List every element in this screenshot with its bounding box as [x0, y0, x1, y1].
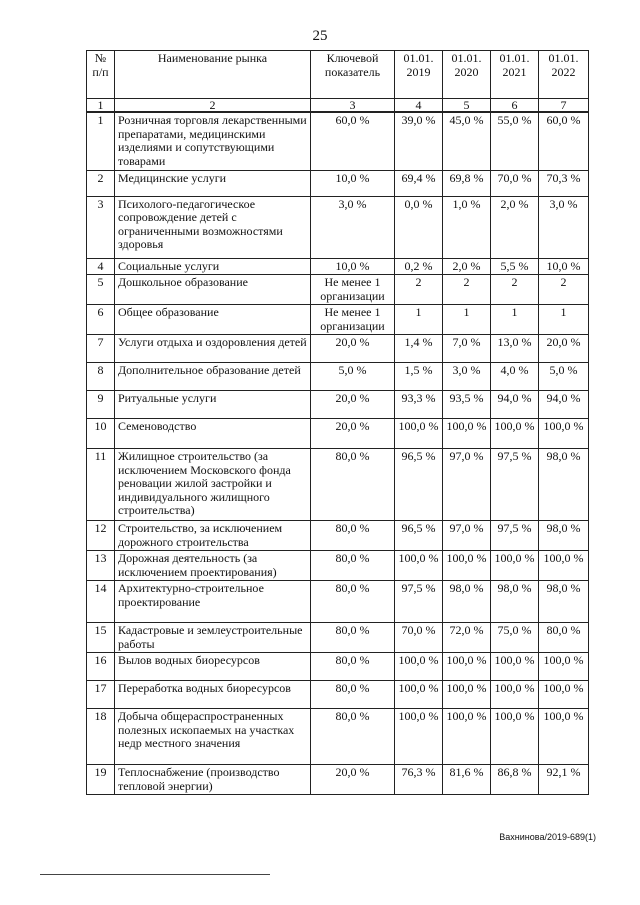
value-2019: 69,4 % — [395, 170, 443, 196]
market-name: Дошкольное образование — [115, 275, 311, 305]
footer-divider — [40, 874, 270, 875]
market-name: Общее образование — [115, 305, 311, 335]
value-2021: 2,0 % — [491, 196, 539, 258]
value-2021: 94,0 % — [491, 391, 539, 419]
value-2020: 100,0 % — [443, 551, 491, 581]
key-indicator: Не менее 1 организации — [311, 275, 395, 305]
value-2021: 100,0 % — [491, 681, 539, 709]
value-2022: 100,0 % — [539, 551, 589, 581]
column-index: 1 — [87, 99, 115, 113]
table-row — [87, 551, 589, 581]
table-row — [87, 258, 589, 275]
table-row — [87, 170, 589, 196]
market-indicators-table — [86, 50, 589, 795]
value-2020: 1 — [443, 305, 491, 335]
value-2022: 100,0 % — [539, 681, 589, 709]
key-indicator: 80,0 % — [311, 521, 395, 551]
key-indicator: 20,0 % — [311, 419, 395, 449]
market-name: Кадастровые и землеустроительные работы — [115, 623, 311, 653]
value-2019: 2 — [395, 275, 443, 305]
table-row — [87, 681, 589, 709]
row-number: 9 — [87, 391, 115, 419]
value-2022: 100,0 % — [539, 653, 589, 681]
value-2021: 4,0 % — [491, 363, 539, 391]
value-2019: 100,0 % — [395, 419, 443, 449]
market-name: Ритуальные услуги — [115, 391, 311, 419]
value-2022: 20,0 % — [539, 335, 589, 363]
row-number: 18 — [87, 709, 115, 765]
value-2019: 100,0 % — [395, 551, 443, 581]
value-2021: 75,0 % — [491, 623, 539, 653]
column-index: 7 — [539, 99, 589, 113]
market-name: Социальные услуги — [115, 258, 311, 275]
value-2021: 100,0 % — [491, 709, 539, 765]
value-2019: 97,5 % — [395, 581, 443, 623]
value-2021: 70,0 % — [491, 170, 539, 196]
table-row — [87, 363, 589, 391]
header-2019: 01.01. 2019 — [395, 51, 443, 99]
value-2019: 1,4 % — [395, 335, 443, 363]
market-name: Вылов водных биоресурсов — [115, 653, 311, 681]
value-2022: 100,0 % — [539, 419, 589, 449]
value-2022: 3,0 % — [539, 196, 589, 258]
row-number: 11 — [87, 449, 115, 521]
value-2022: 98,0 % — [539, 449, 589, 521]
market-name: Архитектурно-строительное проектирование — [115, 581, 311, 623]
document-reference: Вахнинова/2019-689(1) — [499, 832, 596, 842]
key-indicator: 3,0 % — [311, 196, 395, 258]
value-2022: 98,0 % — [539, 521, 589, 551]
key-indicator: 80,0 % — [311, 449, 395, 521]
row-number: 10 — [87, 419, 115, 449]
table-row — [87, 581, 589, 623]
key-indicator: 80,0 % — [311, 681, 395, 709]
row-number: 17 — [87, 681, 115, 709]
value-2021: 97,5 % — [491, 521, 539, 551]
table-row — [87, 112, 589, 170]
header-market-name: Наименование рынка — [115, 51, 311, 99]
row-number: 16 — [87, 653, 115, 681]
value-2019: 96,5 % — [395, 449, 443, 521]
value-2022: 94,0 % — [539, 391, 589, 419]
table-row — [87, 275, 589, 305]
table-row — [87, 521, 589, 551]
header-2021: 01.01. 2021 — [491, 51, 539, 99]
value-2021: 100,0 % — [491, 551, 539, 581]
value-2020: 98,0 % — [443, 581, 491, 623]
key-indicator: 60,0 % — [311, 112, 395, 170]
value-2022: 92,1 % — [539, 765, 589, 795]
value-2020: 97,0 % — [443, 449, 491, 521]
page-number: 25 — [312, 28, 328, 44]
value-2019: 0,0 % — [395, 196, 443, 258]
row-number: 7 — [87, 335, 115, 363]
key-indicator: 5,0 % — [311, 363, 395, 391]
value-2021: 100,0 % — [491, 653, 539, 681]
row-number: 3 — [87, 196, 115, 258]
market-name: Дорожная деятельность (за исключением проектирования) — [115, 551, 311, 581]
value-2020: 2,0 % — [443, 258, 491, 275]
row-number: 19 — [87, 765, 115, 795]
column-index: 3 — [311, 99, 395, 113]
value-2020: 45,0 % — [443, 112, 491, 170]
table-row — [87, 335, 589, 363]
row-number: 4 — [87, 258, 115, 275]
key-indicator: 20,0 % — [311, 335, 395, 363]
column-index-row — [87, 99, 589, 113]
value-2022: 10,0 % — [539, 258, 589, 275]
value-2021: 1 — [491, 305, 539, 335]
value-2020: 7,0 % — [443, 335, 491, 363]
market-name: Добыча общераспространенных полезных ископаемых на участках недр местного значения — [115, 709, 311, 765]
key-indicator: 80,0 % — [311, 623, 395, 653]
value-2020: 69,8 % — [443, 170, 491, 196]
value-2022: 1 — [539, 305, 589, 335]
value-2021: 2 — [491, 275, 539, 305]
value-2022: 2 — [539, 275, 589, 305]
value-2022: 100,0 % — [539, 709, 589, 765]
value-2020: 3,0 % — [443, 363, 491, 391]
table-row — [87, 709, 589, 765]
value-2021: 97,5 % — [491, 449, 539, 521]
value-2020: 93,5 % — [443, 391, 491, 419]
table-row — [87, 391, 589, 419]
table-row — [87, 305, 589, 335]
value-2020: 97,0 % — [443, 521, 491, 551]
table-row — [87, 196, 589, 258]
row-number: 5 — [87, 275, 115, 305]
key-indicator: 20,0 % — [311, 391, 395, 419]
value-2019: 39,0 % — [395, 112, 443, 170]
row-number: 6 — [87, 305, 115, 335]
row-number: 12 — [87, 521, 115, 551]
value-2020: 100,0 % — [443, 653, 491, 681]
table-row — [87, 765, 589, 795]
value-2019: 100,0 % — [395, 653, 443, 681]
key-indicator: 10,0 % — [311, 170, 395, 196]
column-index: 4 — [395, 99, 443, 113]
market-name: Теплоснабжение (производство тепловой энергии) — [115, 765, 311, 795]
market-name: Переработка водных биоресурсов — [115, 681, 311, 709]
value-2020: 72,0 % — [443, 623, 491, 653]
value-2019: 96,5 % — [395, 521, 443, 551]
market-name: Строительство, за исключением дорожного строительства — [115, 521, 311, 551]
key-indicator: Не менее 1 организации — [311, 305, 395, 335]
market-name: Услуги отдыха и оздоровления детей — [115, 335, 311, 363]
key-indicator: 80,0 % — [311, 709, 395, 765]
value-2019: 76,3 % — [395, 765, 443, 795]
market-name: Семеноводство — [115, 419, 311, 449]
value-2022: 60,0 % — [539, 112, 589, 170]
value-2019: 1,5 % — [395, 363, 443, 391]
header-2022: 01.01. 2022 — [539, 51, 589, 99]
value-2019: 100,0 % — [395, 681, 443, 709]
key-indicator: 80,0 % — [311, 653, 395, 681]
value-2021: 100,0 % — [491, 419, 539, 449]
value-2020: 2 — [443, 275, 491, 305]
key-indicator: 10,0 % — [311, 258, 395, 275]
table-header-row — [87, 51, 589, 99]
key-indicator: 80,0 % — [311, 551, 395, 581]
value-2021: 13,0 % — [491, 335, 539, 363]
header-number: № п/п — [87, 51, 115, 99]
market-name: Розничная торговля лекарственными препаратами, медицинскими изделиями и сопутствующими товарами — [115, 112, 311, 170]
value-2020: 100,0 % — [443, 709, 491, 765]
table-row — [87, 419, 589, 449]
header-2020: 01.01. 2020 — [443, 51, 491, 99]
row-number: 13 — [87, 551, 115, 581]
key-indicator: 80,0 % — [311, 581, 395, 623]
row-number: 2 — [87, 170, 115, 196]
value-2021: 55,0 % — [491, 112, 539, 170]
value-2021: 5,5 % — [491, 258, 539, 275]
value-2021: 86,8 % — [491, 765, 539, 795]
value-2020: 1,0 % — [443, 196, 491, 258]
table-row — [87, 449, 589, 521]
value-2022: 5,0 % — [539, 363, 589, 391]
value-2019: 0,2 % — [395, 258, 443, 275]
row-number: 14 — [87, 581, 115, 623]
value-2019: 1 — [395, 305, 443, 335]
value-2020: 100,0 % — [443, 419, 491, 449]
value-2020: 100,0 % — [443, 681, 491, 709]
value-2019: 70,0 % — [395, 623, 443, 653]
value-2019: 93,3 % — [395, 391, 443, 419]
header-key-indicator: Ключевой показатель — [311, 51, 395, 99]
key-indicator: 20,0 % — [311, 765, 395, 795]
value-2019: 100,0 % — [395, 709, 443, 765]
value-2022: 80,0 % — [539, 623, 589, 653]
market-name: Психолого-педагогическое сопровождение детей с ограниченными возможностями здоровья — [115, 196, 311, 258]
value-2022: 98,0 % — [539, 581, 589, 623]
value-2020: 81,6 % — [443, 765, 491, 795]
column-index: 6 — [491, 99, 539, 113]
table-row — [87, 653, 589, 681]
row-number: 1 — [87, 112, 115, 170]
table-row — [87, 623, 589, 653]
column-index: 2 — [115, 99, 311, 113]
value-2021: 98,0 % — [491, 581, 539, 623]
market-name: Жилищное строительство (за исключением Московского фонда реновации жилой застройки и индивидуального жилищного строительства) — [115, 449, 311, 521]
market-name: Дополнительное образование детей — [115, 363, 311, 391]
value-2022: 70,3 % — [539, 170, 589, 196]
row-number: 8 — [87, 363, 115, 391]
column-index: 5 — [443, 99, 491, 113]
market-name: Медицинские услуги — [115, 170, 311, 196]
row-number: 15 — [87, 623, 115, 653]
